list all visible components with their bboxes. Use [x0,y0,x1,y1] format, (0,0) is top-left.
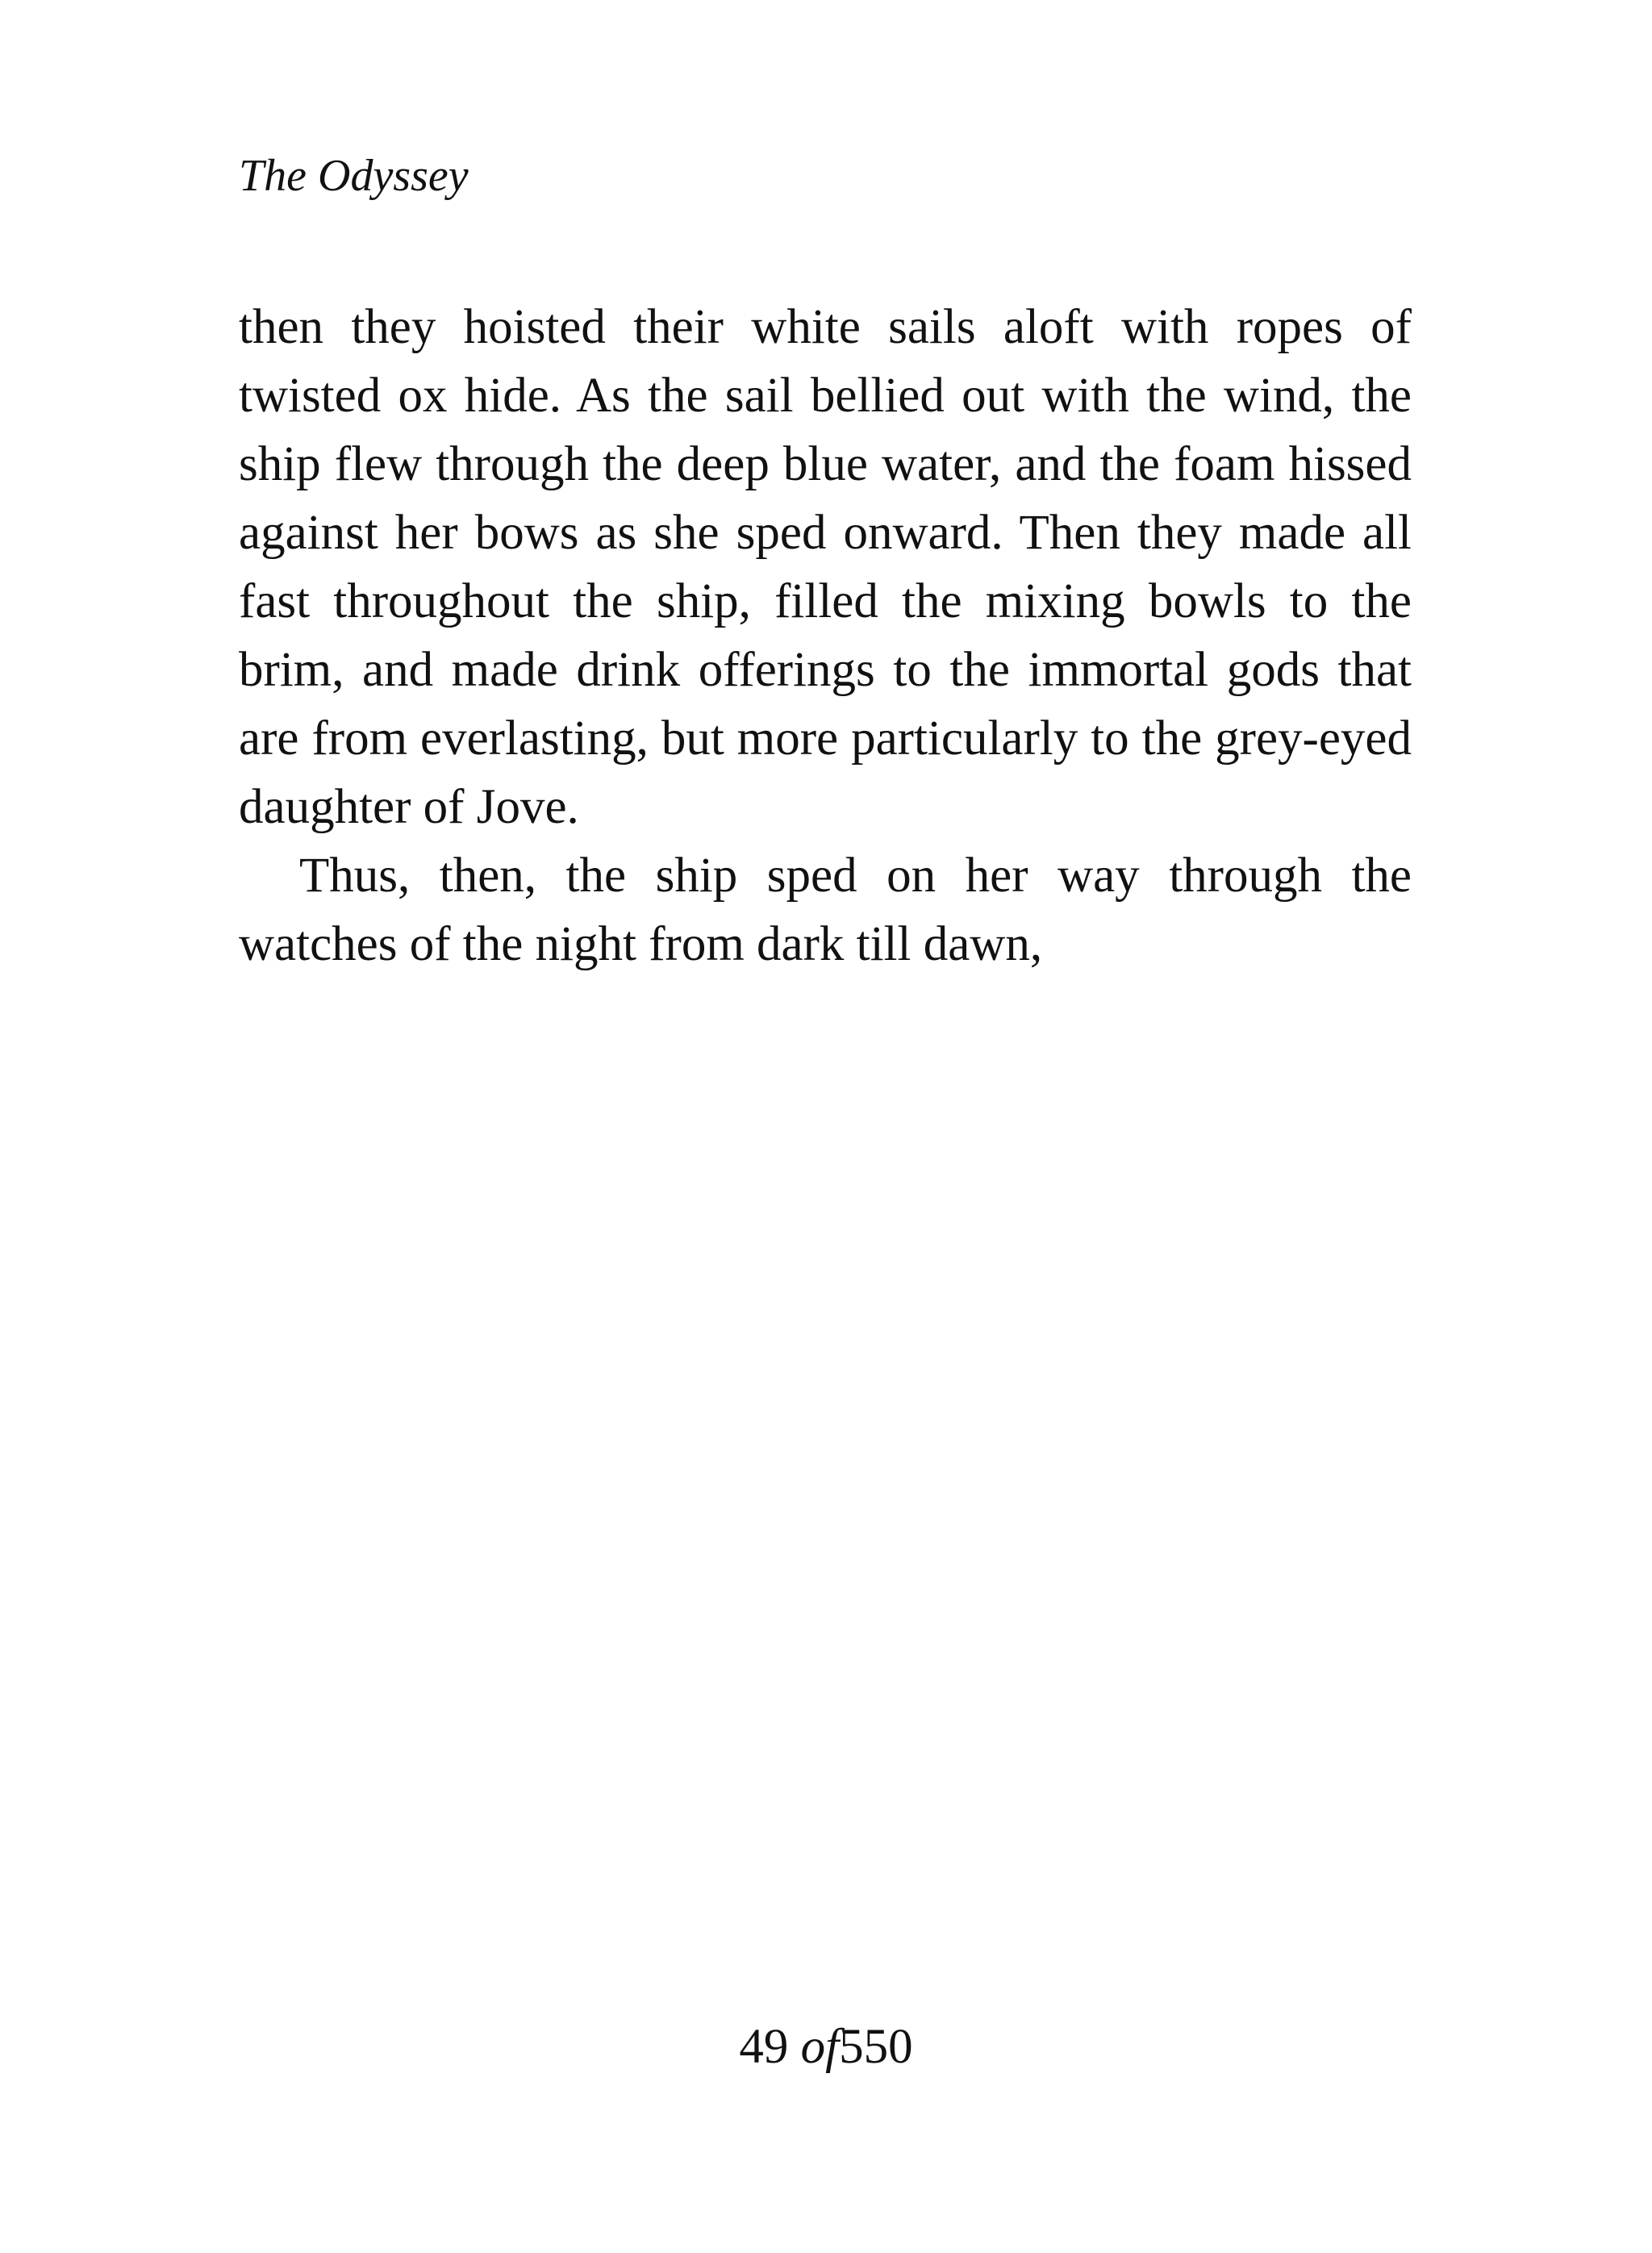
page-of-label: of [800,2020,840,2074]
current-page-number: 49 [739,2020,789,2074]
page-number-footer [0,2015,1652,2080]
page-body [239,293,1412,978]
paragraph-new: Thus, then, the ship sped on her way through the watches of the night from dark till dawn, [239,849,1412,971]
paragraph-continued: then they hoisted their white sails aloft with ropes of twisted ox hide. As the sail bellied out with the wind, the ship flew through the deep blue water, and the foam hissed against her bows as she sped onward. Then they made all fast throughout the ship, filled the mixing bowls to the brim, and made drink offerings to the immortal gods that are from everlasting, but more particularly to the grey-eyed daughter of Jove. [239,300,1412,834]
running-header-title: The Odyssey [239,151,469,201]
total-pages: 550 [839,2020,913,2074]
